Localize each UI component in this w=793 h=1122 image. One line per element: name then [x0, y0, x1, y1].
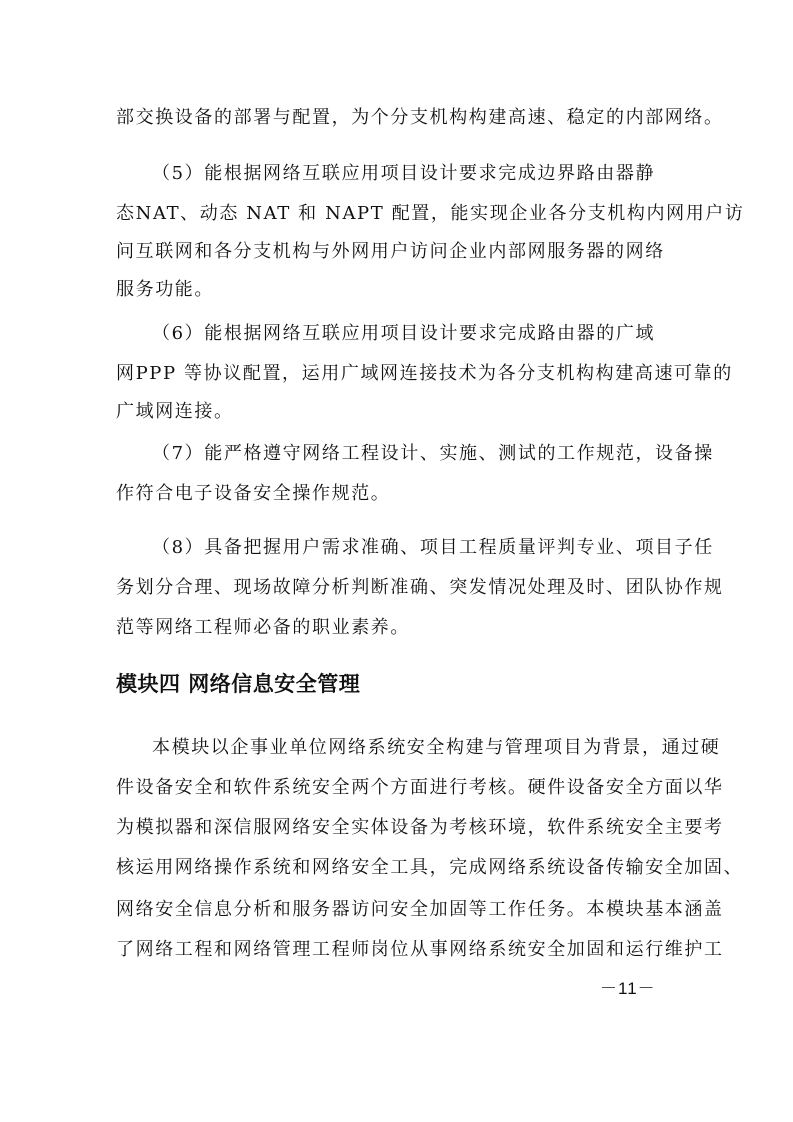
page-number: －11－	[600, 979, 656, 998]
text-line: 件设备安全和软件系统安全两个方面进行考核。硬件设备安全方面以华	[116, 777, 724, 798]
text-line: 核运用网络操作系统和网络安全工具，完成网络系统设备传输安全加固、	[116, 857, 744, 878]
text-line: 务划分合理、现场故障分析判断准确、突发情况处理及时、团队协作规	[116, 577, 724, 598]
text-line: 了网络工程和网络管理工程师岗位从事网络系统安全加固和运行维护工	[116, 939, 724, 960]
text-line: 网PPP 等协议配置，运用广域网连接技术为各分支机构构建高速可靠的	[116, 363, 733, 384]
text-line: （7）能严格遵守网络工程设计、实施、测试的工作规范，设备操	[152, 443, 714, 464]
text-line: 问互联网和各分支机构与外网用户访问企业内部网服务器的网络	[116, 241, 665, 262]
text-line: 本模块以企事业单位网络系统安全构建与管理项目为背景，通过硬	[152, 737, 721, 758]
text-line: 范等网络工程师必备的职业素养。	[116, 617, 410, 638]
text-line: 为模拟器和深信服网络安全实体设备为考核环境，软件系统安全主要考	[116, 817, 724, 838]
text-line: 网络安全信息分析和服务器访问安全加固等工作任务。本模块基本涵盖	[116, 899, 724, 920]
text-line: （8）具备把握用户需求准确、项目工程质量评判专业、项目子任	[152, 537, 714, 558]
text-line: 服务功能。	[116, 279, 214, 300]
text-line: 广域网连接。	[116, 401, 234, 422]
section-heading: 模块四 网络信息安全管理	[116, 672, 361, 696]
text-line: 态NAT、动态 NAT 和 NAPT 配置，能实现企业各分支机构内网用户访	[116, 203, 745, 224]
text-line: 作符合电子设备安全操作规范。	[116, 483, 391, 504]
text-line: （5）能根据网络互联应用项目设计要求完成边界路由器静	[152, 163, 656, 184]
text-line: （6）能根据网络互联应用项目设计要求完成路由器的广域	[152, 323, 656, 344]
text-line: 部交换设备的部署与配置，为个分支机构构建高速、稳定的内部网络。	[116, 107, 724, 128]
